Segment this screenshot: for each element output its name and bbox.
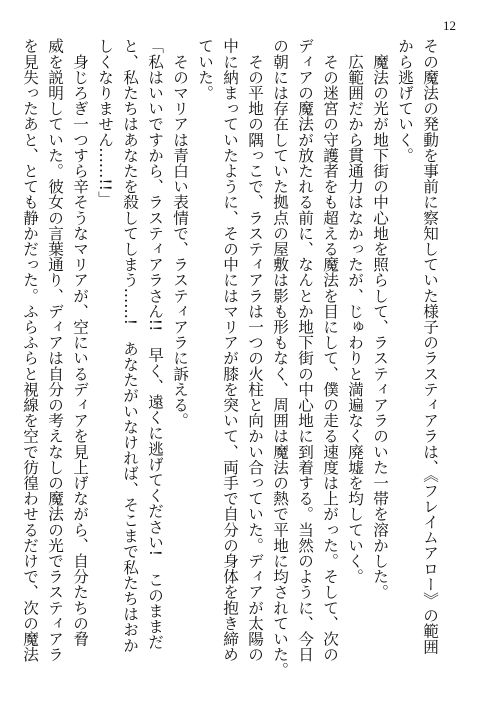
- text-line: ていた。: [196, 38, 214, 101]
- text-line: その迷宮の守護者をも超える魔法を目にして、僕の走る速度は上がった。そして、次の: [321, 38, 339, 662]
- text-line: 広範囲だから貫通力はなかったが、じゅわりと満遍なく廃墟を均していく。: [346, 38, 364, 584]
- text-line: ディアの魔法が放たれる前に、なんとか地下街の中心地に到着する。当然のように、今日: [296, 38, 314, 662]
- page-number: 12: [443, 18, 456, 33]
- text-line: その平地の隅っこで、ラスティアラは一つの火柱と向かい合っていた。ディアが太陽の: [246, 38, 264, 662]
- text-line: しくなりません……!!」: [96, 38, 114, 207]
- text-line: を見失ったあと、とても静かだった。ふらふらと視線を空で彷徨わせるだけで、次の魔法: [21, 38, 39, 662]
- text-line: 魔法の光が地下街の中心地を照らして、ラスティアラのいた一帯を溶かした。: [371, 38, 389, 600]
- text-line: 身じろぎ一つすら辛そうなマリアが、空にいるディアを見上げながら、自分たちの脅: [71, 38, 89, 647]
- text-line: その魔法の発動を事前に察知していた様子のラスティアラは、《フレイムアロー》の範囲: [421, 38, 439, 655]
- text-line: 「私はいいですから、ラスティアラさん!! 早く、遠くに逃げてください! このままだ: [146, 38, 164, 650]
- text-line: 中に納まっていたように、その中にはマリアが膝を突いて、両手で自分の身体を抱き締め: [221, 38, 239, 662]
- novel-text-body: [22, 38, 442, 678]
- text-line: そのマリアは青白い表情で、ラスティアラに訴える。: [171, 38, 189, 428]
- text-line: の朝には存在していた拠点の屋敷は影も形もなく、周囲は魔法の熱で平地に均されていた。: [271, 38, 289, 678]
- text-line: 威を説明していた。彼女の言葉通り、ディアは自分の考えなしの魔法の光でラスティアラ: [46, 38, 64, 662]
- text-line: から逃げていく。: [396, 38, 414, 163]
- text-line: と、私たちはあなたを殺してしまう……! あなたがいなければ、そこまで私たちはおか: [121, 38, 139, 653]
